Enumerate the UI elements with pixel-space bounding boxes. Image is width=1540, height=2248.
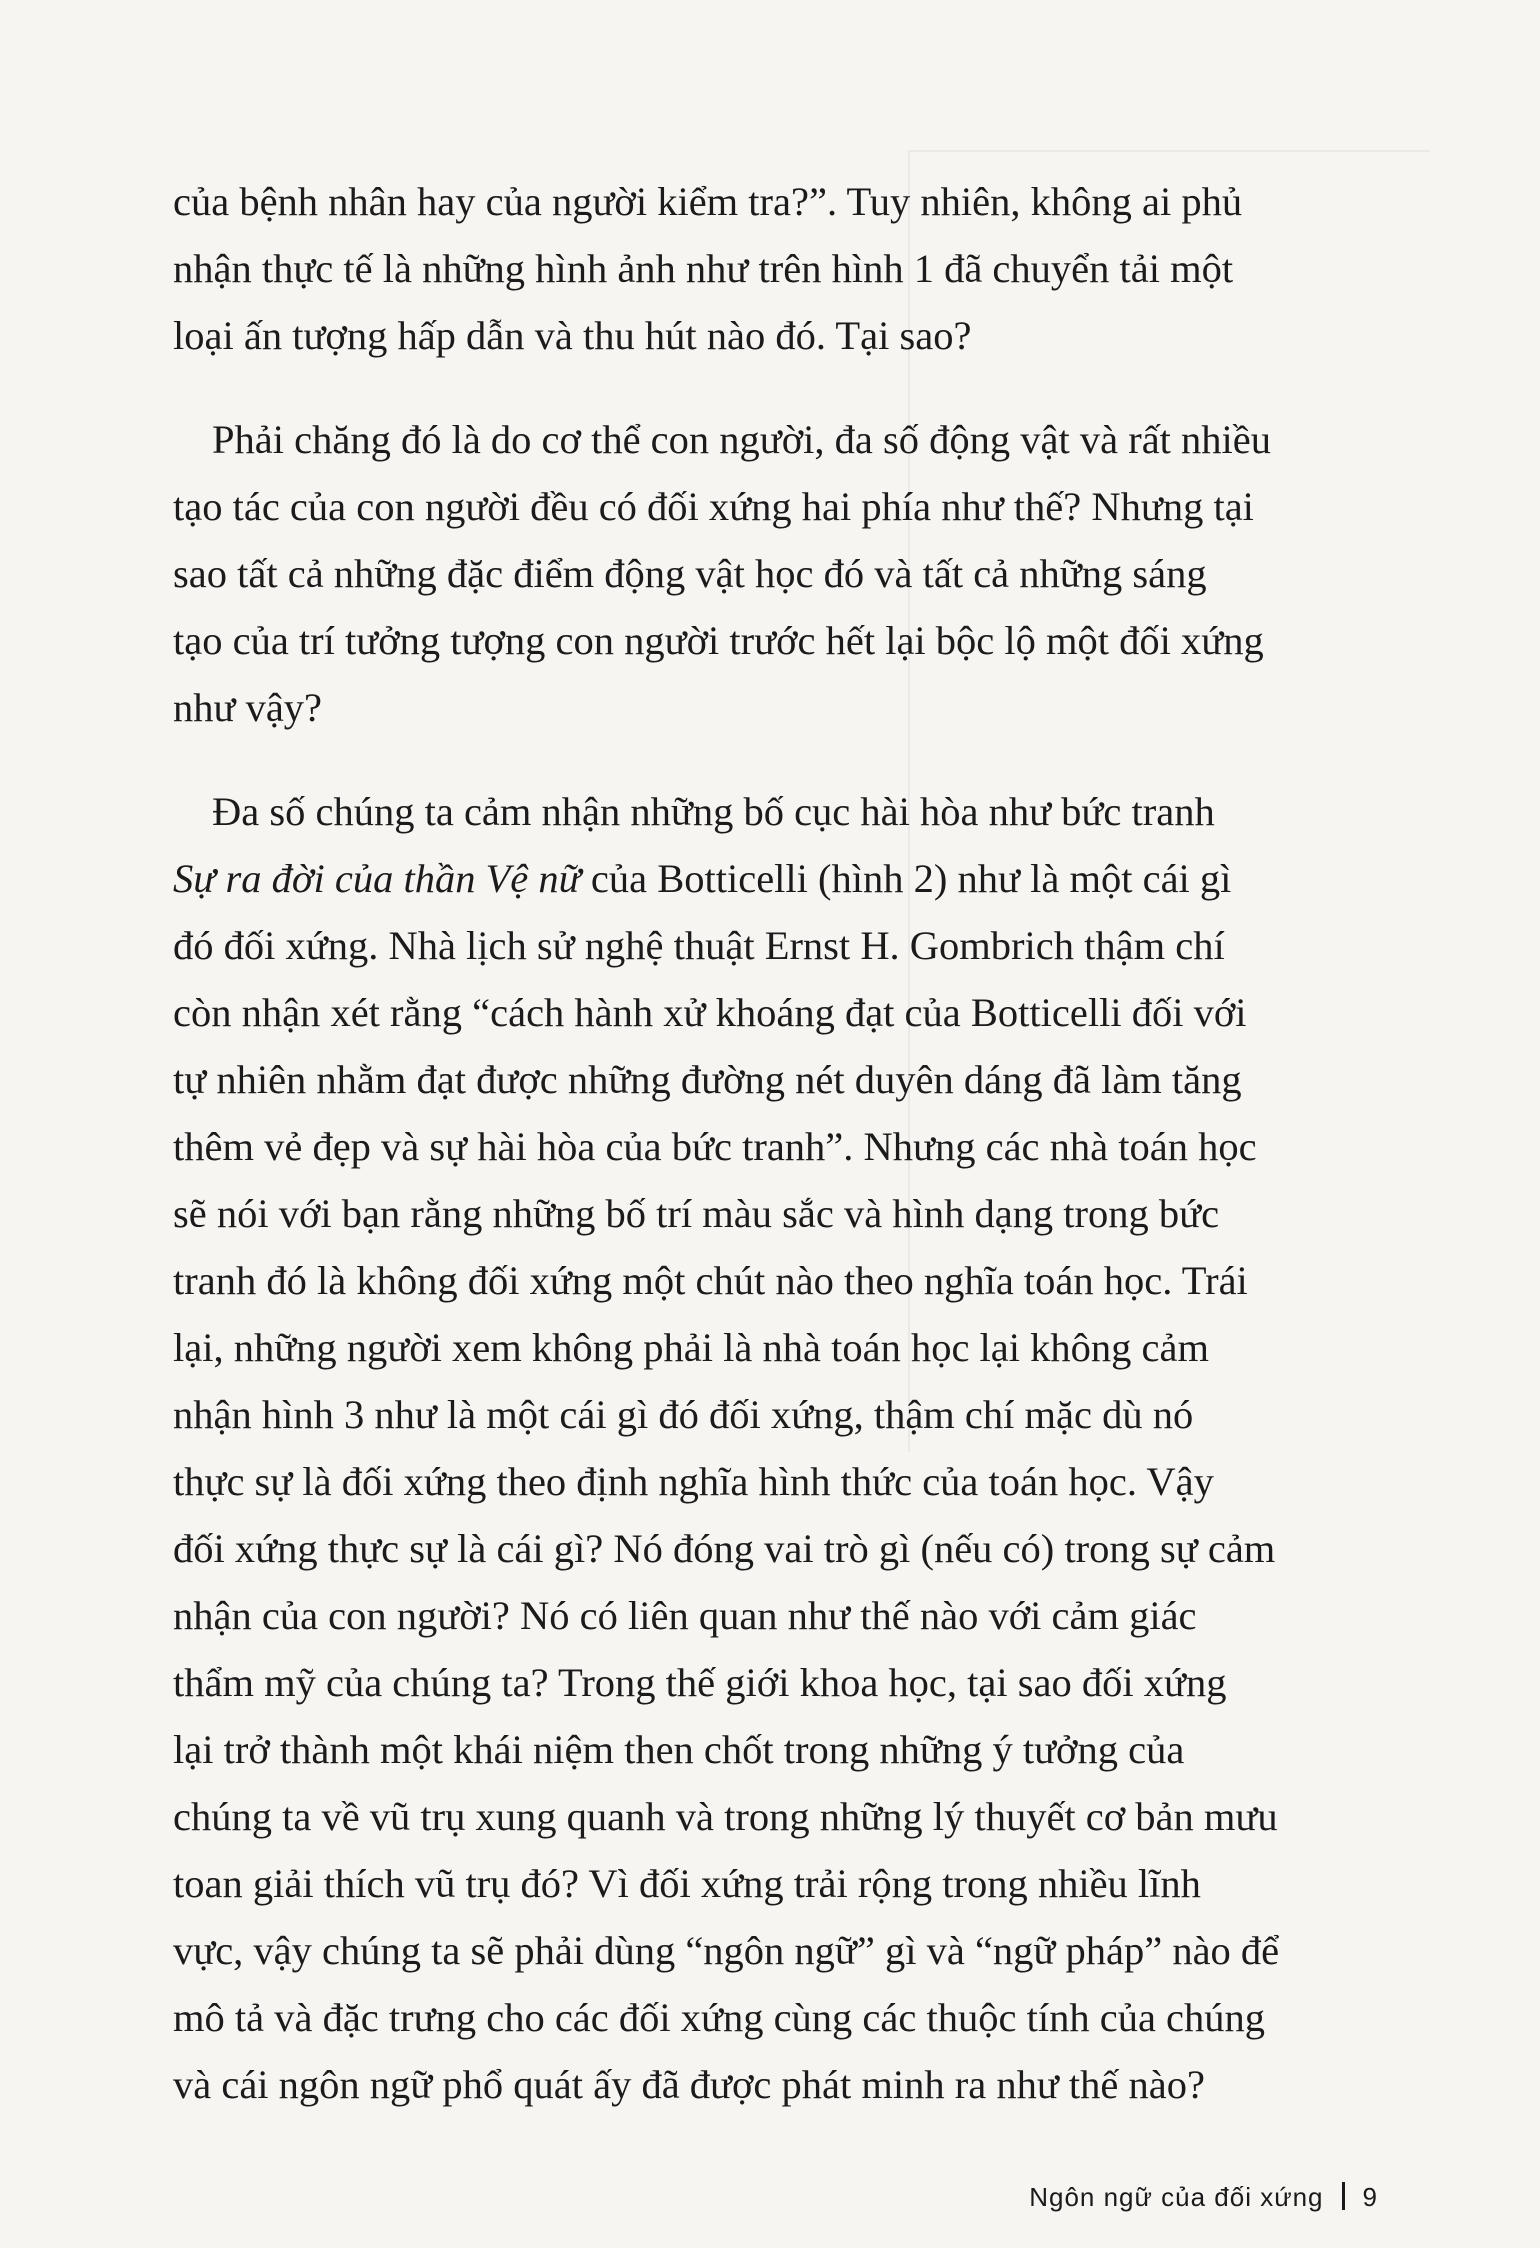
text-line: tạo của trí tưởng tượng con người trước hết lại bộc lộ một đối xứng xyxy=(173,618,1264,663)
painting-title-italic: Sự ra đời của thần Vệ nữ xyxy=(173,856,581,901)
text-line: lại, những người xem không phải là nhà toán học lại không cảm xyxy=(173,1325,1209,1370)
text-line: thêm vẻ đẹp và sự hài hòa của bức tranh”. Nhưng các nhà toán học xyxy=(173,1124,1257,1169)
text-line: nhận của con người? Nó có liên quan như thế nào với cảm giác xyxy=(173,1593,1197,1638)
text-line: chúng ta về vũ trụ xung quanh và trong những lý thuyết cơ bản mưu xyxy=(173,1794,1278,1839)
text-line: sẽ nói với bạn rằng những bố trí màu sắc và hình dạng trong bức xyxy=(173,1191,1220,1236)
text-line: toan giải thích vũ trụ đó? Vì đối xứng trải rộng trong nhiều lĩnh xyxy=(173,1861,1201,1906)
text-run: của Botticelli (hình 2) như là một cái gì xyxy=(580,856,1232,901)
text-line: tranh đó là không đối xứng một chút nào theo nghĩa toán học. Trái xyxy=(173,1258,1248,1303)
text-line: tự nhiên nhằm đạt được những đường nét duyên dáng đã làm tăng xyxy=(173,1057,1242,1102)
chapter-title: Ngôn ngữ của đối xứng xyxy=(1029,2182,1324,2212)
text-line: Phải chăng đó là do cơ thể con người, đa số động vật và rất nhiều xyxy=(212,417,1272,462)
text-line: đó đối xứng. Nhà lịch sử nghệ thuật Ernst H. Gombrich thậm chí xyxy=(173,923,1225,968)
paragraph-2 xyxy=(173,406,1375,741)
paragraph-3 xyxy=(173,778,1375,2118)
text-line: mô tả và đặc trưng cho các đối xứng cùng các thuộc tính của chúng xyxy=(173,1995,1266,2040)
text-line: sao tất cả những đặc điểm động vật học đó và tất cả những sáng xyxy=(173,551,1207,596)
text-line: đối xứng thực sự là cái gì? Nó đóng vai trò gì (nếu có) trong sự cảm xyxy=(173,1526,1276,1571)
text-line: loại ấn tượng hấp dẫn và thu hút nào đó. Tại sao? xyxy=(173,313,972,358)
text-line: còn nhận xét rằng “cách hành xử khoáng đạt của Botticelli đối với xyxy=(173,990,1247,1035)
text-line: như vậy? xyxy=(173,685,323,730)
page-number: 9 xyxy=(1362,2182,1378,2212)
running-footer xyxy=(1029,2182,1378,2213)
footer-divider xyxy=(1342,2182,1345,2210)
text-line xyxy=(173,845,1375,912)
text-line: nhận hình 3 như là một cái gì đó đối xứng, thậm chí mặc dù nó xyxy=(173,1392,1194,1437)
text-line: lại trở thành một khái niệm then chốt trong những ý tưởng của xyxy=(173,1727,1185,1772)
text-line: tạo tác của con người đều có đối xứng hai phía như thế? Nhưng tại xyxy=(173,484,1254,529)
text-line: và cái ngôn ngữ phổ quát ấy đã được phát minh ra như thế nào? xyxy=(173,2062,1205,2107)
text-line: Đa số chúng ta cảm nhận những bố cục hài hòa như bức tranh xyxy=(212,789,1215,834)
paragraph-1 xyxy=(173,168,1375,369)
text-line: thực sự là đối xứng theo định nghĩa hình thức của toán học. Vậy xyxy=(173,1459,1214,1504)
paragraph-gap xyxy=(173,369,1375,406)
text-line: của bệnh nhân hay của người kiểm tra?”. Tuy nhiên, không ai phủ xyxy=(173,179,1243,224)
body-text xyxy=(173,168,1375,2118)
text-line: nhận thực tế là những hình ảnh như trên hình 1 đã chuyển tải một xyxy=(173,246,1234,291)
paragraph-gap xyxy=(173,741,1375,778)
text-line: vực, vậy chúng ta sẽ phải dùng “ngôn ngữ” gì và “ngữ pháp” nào để xyxy=(173,1928,1280,1973)
text-line: thẩm mỹ của chúng ta? Trong thế giới khoa học, tại sao đối xứng xyxy=(173,1660,1227,1705)
